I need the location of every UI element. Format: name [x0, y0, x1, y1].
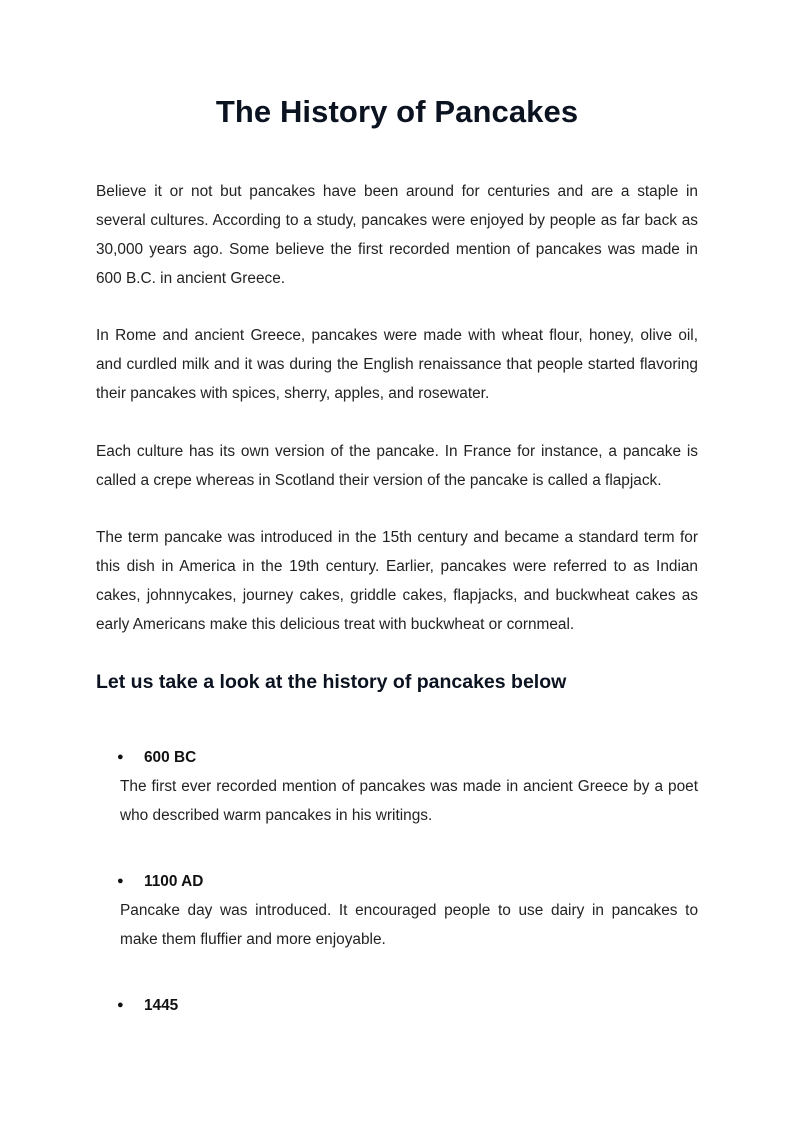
term-history-paragraph: The term pancake was introduced in the 15th century and became a standard term for this dish in America in the 19th century. Earlier, pancakes were referred to as Indian cakes, johnnycakes, journey cakes, griddle cakes, flapjacks, and buckwheat cakes as early Americans make this delicious treat with buckwheat or cornmeal.	[96, 529, 698, 633]
culture-paragraph: Each culture has its own version of the pancake. In France for instance, a pancake is called a crepe whereas in Scotland their version of the pancake is called a flapjack.	[96, 443, 698, 489]
timeline-year: 1445	[144, 997, 179, 1014]
bullet-icon: ●	[117, 751, 124, 763]
bullet-icon: ●	[117, 875, 124, 887]
timeline-year: 600 BC	[144, 749, 197, 766]
timeline-item	[117, 991, 698, 1020]
timeline-item-header	[117, 991, 698, 1020]
bullet-icon: ●	[117, 999, 124, 1011]
section-heading: Let us take a look at the history of pancakes below	[96, 671, 567, 693]
intro-paragraph: Believe it or not but pancakes have been around for centuries and are a staple in several cultures. According to a study, pancakes were enjoyed by people as far back as 30,000 years ago. Some believe the first recorded mention of pancakes was made in 600 B.C. in ancient Greece.	[96, 183, 698, 287]
timeline-item	[117, 743, 698, 830]
timeline-item-header	[117, 743, 698, 772]
timeline-description: The first ever recorded mention of pancakes was made in ancient Greece by a poet who described warm pancakes in his writings.	[120, 778, 698, 824]
timeline-item	[117, 867, 698, 954]
timeline-description: Pancake day was introduced. It encouraged people to use dairy in pancakes to make them fluffier and more enjoyable.	[120, 902, 698, 948]
timeline-item-header	[117, 867, 698, 896]
rome-greece-paragraph: In Rome and ancient Greece, pancakes were made with wheat flour, honey, olive oil, and curdled milk and it was during the English renaissance that people started flavoring their pancakes with spices, sherry, apples, and rosewater.	[96, 327, 698, 402]
page-title: The History of Pancakes	[215, 94, 579, 129]
timeline-year: 1100 AD	[144, 873, 204, 890]
